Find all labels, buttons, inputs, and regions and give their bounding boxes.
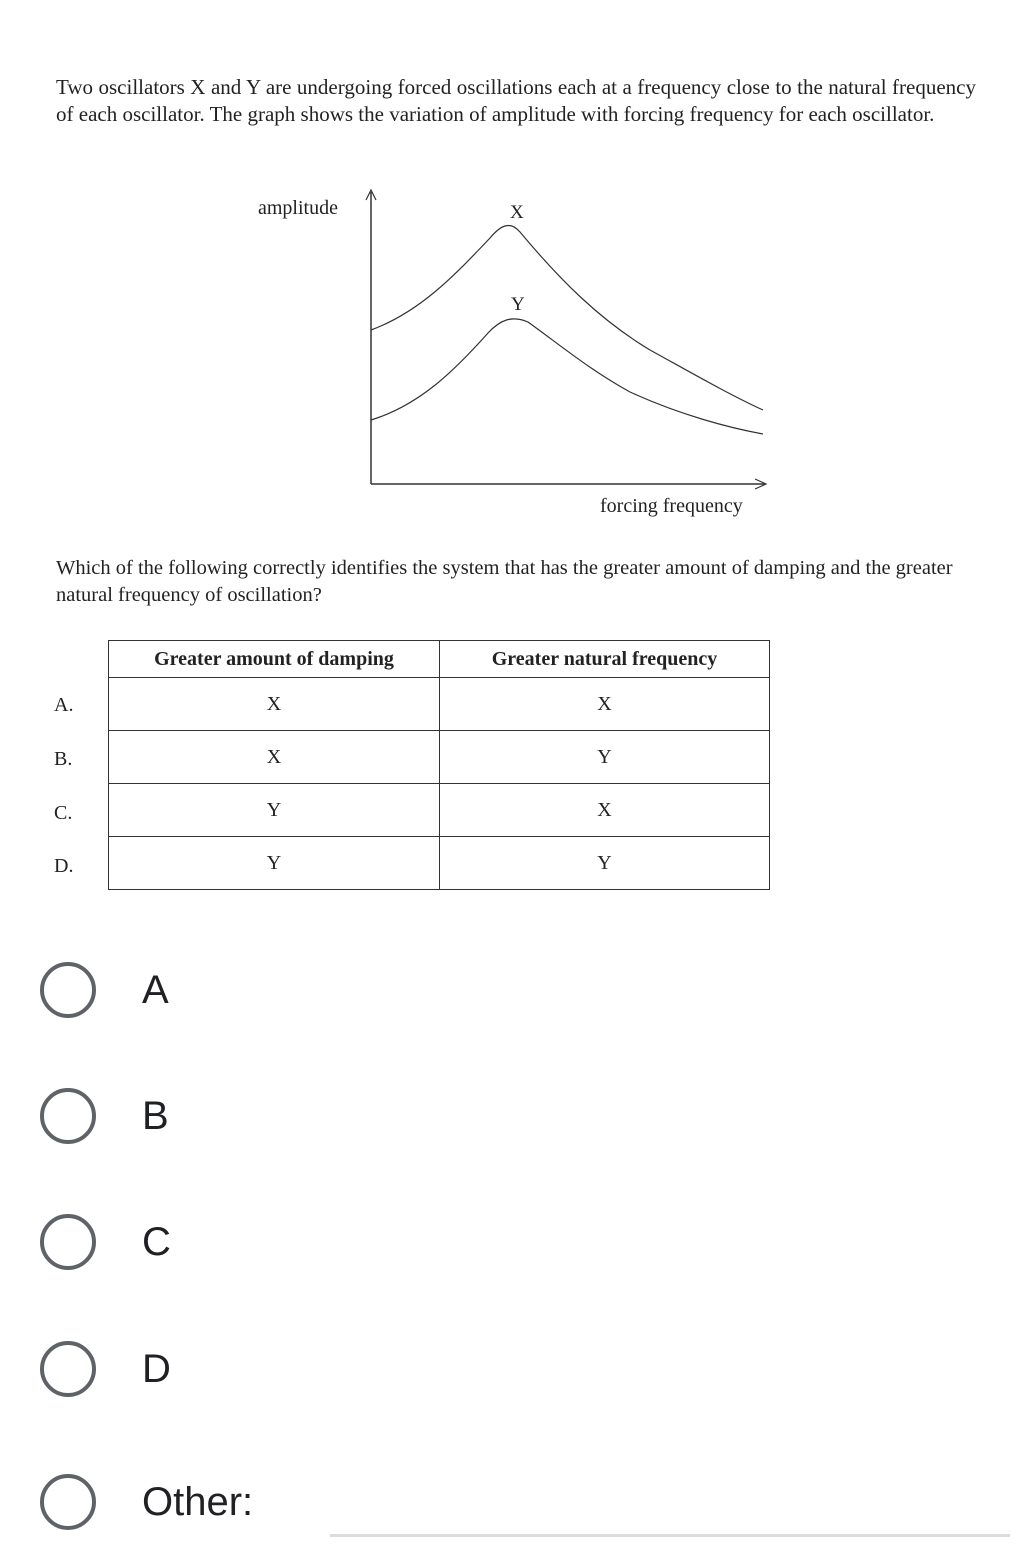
option-c[interactable] xyxy=(40,1210,171,1274)
option-other[interactable] xyxy=(40,1470,253,1534)
table-row xyxy=(109,678,770,731)
option-d-label: D xyxy=(142,1346,171,1391)
radio-button-b[interactable] xyxy=(40,1088,96,1144)
cell-frequency: Y xyxy=(440,731,770,784)
radio-button-c[interactable] xyxy=(40,1214,96,1270)
cell-damping: Y xyxy=(109,784,440,837)
table-row xyxy=(109,731,770,784)
x-axis-label: forcing frequency xyxy=(600,495,743,517)
table-header-row xyxy=(109,641,770,678)
table-row xyxy=(109,784,770,837)
question-prompt: Which of the following correctly identifies the system that has the greater amount of damping and the greater natural frequency of oscillation? xyxy=(56,557,953,606)
option-other-label: Other: xyxy=(142,1479,254,1524)
option-a-label: A xyxy=(142,967,169,1012)
resonance-graph xyxy=(0,0,1019,540)
cell-damping: X xyxy=(109,731,440,784)
radio-button-d[interactable] xyxy=(40,1341,96,1397)
cell-damping: X xyxy=(109,678,440,731)
cell-frequency: Y xyxy=(440,837,770,890)
option-b[interactable] xyxy=(40,1084,169,1148)
row-letter-b: B. xyxy=(54,748,73,770)
header-frequency: Greater natural frequency xyxy=(440,641,770,678)
curve-x xyxy=(371,225,763,410)
curve-y-label: Y xyxy=(511,294,525,315)
answer-table xyxy=(108,640,770,890)
other-text-input[interactable] xyxy=(330,1534,1010,1537)
header-damping: Greater amount of damping xyxy=(109,641,440,678)
row-letter-c: C. xyxy=(54,802,73,824)
cell-frequency: X xyxy=(440,678,770,731)
row-letter-d: D. xyxy=(54,855,74,877)
option-a[interactable] xyxy=(40,958,169,1022)
cell-frequency: X xyxy=(440,784,770,837)
option-b-label: B xyxy=(142,1093,169,1138)
option-d[interactable] xyxy=(40,1337,171,1401)
curve-y xyxy=(371,319,763,434)
radio-button-a[interactable] xyxy=(40,962,96,1018)
option-c-label: C xyxy=(142,1219,171,1264)
question-intro: Two oscillators X and Y are undergoing forced oscillations each at a frequency close to the natural frequency of each oscillator. The graph shows the variation of amplitude with forcing frequency for each oscillator. xyxy=(56,75,976,126)
row-letter-a: A. xyxy=(54,694,74,716)
radio-button-other[interactable] xyxy=(40,1474,96,1530)
cell-damping: Y xyxy=(109,837,440,890)
table-row xyxy=(109,837,770,890)
curve-x-label: X xyxy=(510,202,524,223)
y-axis-label: amplitude xyxy=(258,197,338,219)
